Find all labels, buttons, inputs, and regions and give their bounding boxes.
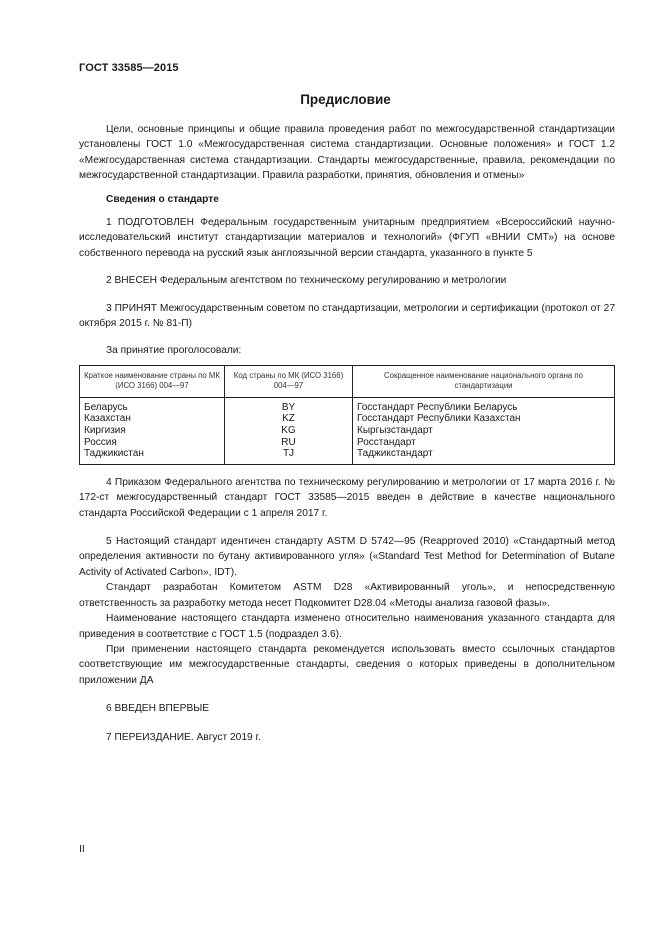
table-row [80,413,615,425]
table-row [80,437,615,449]
header-country-name: Краткое наименование страны по МК (ИСО 3166) 004—97 [80,365,225,397]
document-code: ГОСТ 33585—2015 [79,62,179,74]
country-code: KG [225,425,353,437]
national-body: Госстандарт Республики Беларусь [353,397,615,413]
national-body: Росстандарт [353,437,615,449]
item-3-adopted: 3 ПРИНЯТ Межгосударственным советом по стандартизации, метрологии и сертификации (протокол от 27 октября 2015 г. № 81-П) [79,302,615,330]
page-title: Предисловие [300,92,391,107]
item-6-first-introduced: 6 ВВЕДЕН ВПЕРВЫЕ [106,703,210,715]
item-7-reissue: 7 ПЕРЕИЗДАНИЕ. Август 2019 г. [106,731,261,743]
national-body: Таджикстандарт [353,448,615,464]
country-code: BY [225,397,353,413]
voting-countries-table [79,365,615,465]
item-5-name-change: Наименование настоящего стандарта изменено относительно наименования указанного стандарта для приведения в соответствие с ГОСТ 1.5 (подраздел 3.6). [79,613,615,640]
country-code: RU [225,437,353,449]
item-1-prepared: 1 ПОДГОТОВЛЕН Федеральным государственным унитарным предприятием «Всероссийский научно-исследовательский институт стандартизации материалов и технологий» (ФГУП «ВНИИ СМТ») на основе собственного перевода на русский язык англоязычной версии стандарта, указанного в пункте 5 [79,217,615,259]
table-row [80,425,615,437]
table-row [80,448,615,464]
country-name: Беларусь [80,397,225,413]
national-body: Госстандарт Республики Казахстан [353,413,615,425]
item-2-introduced: 2 ВНЕСЕН Федеральным агентством по техническому регулированию и метрологии [106,275,507,287]
about-standard-heading: Сведения о стандарте [106,193,219,205]
voted-label: За принятие проголосовали: [106,345,242,357]
intro-paragraph: Цели, основные принципы и общие правила проведения работ по межгосударственной стандартизации установлены ГОСТ 1.0 «Межгосударственная система стандартизации. Основные положения» и ГОСТ 1.2 «Межгосударственная система стандартизации. Стандарты межгосударственные, правила, рекомендации по межгосударственной стандартизации. Правила разработки, принятия, обновления и отмены» [79,124,615,182]
country-name: Казахстан [80,413,225,425]
country-name: Киргизия [80,425,225,437]
document-body [79,122,615,745]
country-code: TJ [225,448,353,464]
country-name: Таджикистан [80,448,225,464]
item-5-identical: 5 Настоящий стандарт идентичен стандарту ASTM D 5742—95 (Reapproved 2010) «Стандартный метод определения активности по бутану активированного угля» («Standard Test Method for Determination of Butane Activity of Activated Carbon», IDT). [79,536,615,578]
item-4-order: 4 Приказом Федерального агентства по техническому регулированию и метрологии от 17 марта 2016 г. № 172-ст межгосударственный стандарт ГОСТ 33585—2015 введен в действие в качестве национального стандарта Российской Федерации с 1 апреля 2017 г. [79,476,615,519]
country-name: Россия [80,437,225,449]
header-national-body: Сокращенное наименование национального органа по стандартизации [353,365,615,397]
item-5-references: При применении настоящего стандарта рекомендуется использовать вместо ссылочных стандартов соответствующие им межгосударственные стандарты, сведения о которых приведены в дополнительном приложении ДА [79,643,615,686]
table-row [80,397,615,413]
country-code: KZ [225,413,353,425]
table-header-row [80,365,615,397]
national-body: Кыргызстандарт [353,425,615,437]
item-5-developer: Стандарт разработан Комитетом ASTM D28 «Активированный уголь», и непосредственную ответственность за разработку метода несет Подкомитет D28.04 «Методы анализа газовой фазы». [79,582,615,609]
page-number: II [79,843,85,855]
header-country-code: Код страны по МК (ИСО 3166) 004—97 [225,365,353,397]
